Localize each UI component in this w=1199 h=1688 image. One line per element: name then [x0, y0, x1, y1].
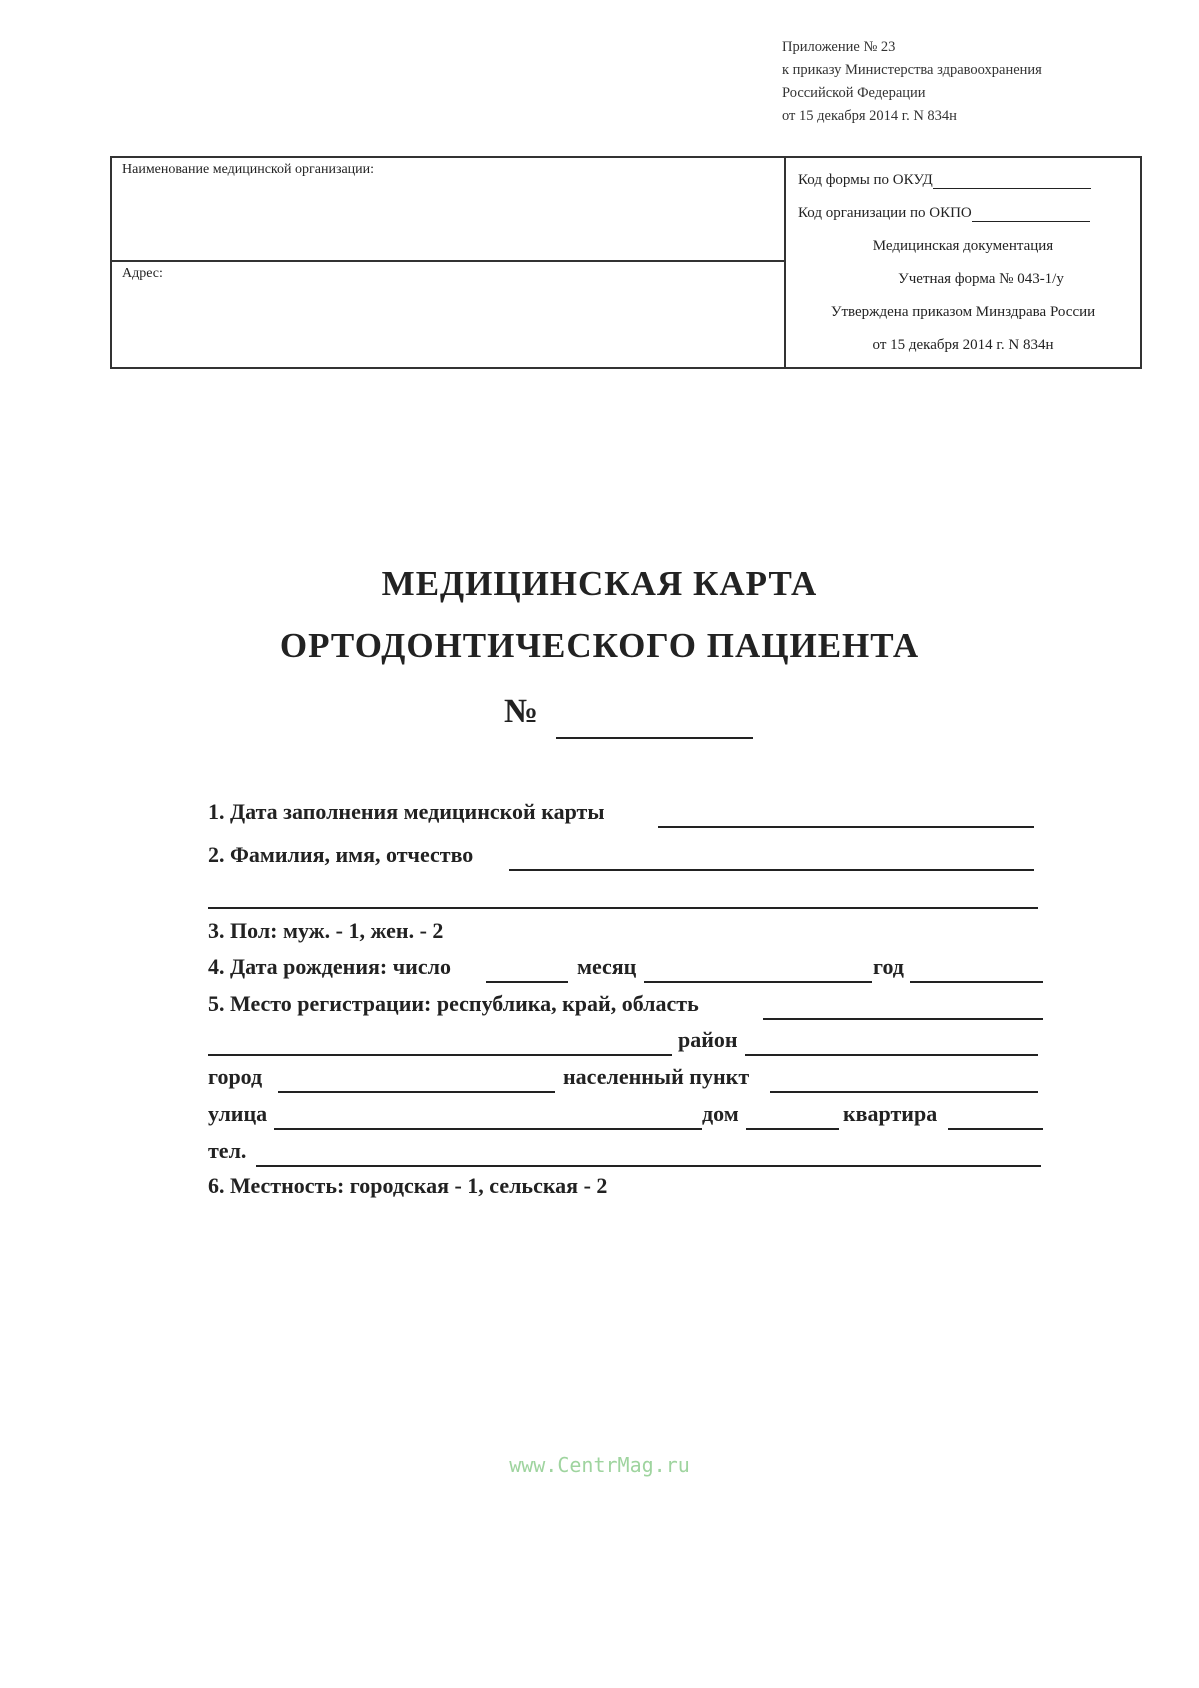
field-region-label: 5. Место регистрации: республика, край, область: [208, 991, 699, 1016]
field-birth-year-line[interactable]: [910, 981, 1043, 983]
address-cell[interactable]: [112, 262, 786, 367]
org-name-label: Наименование медицинской организации:: [122, 162, 375, 177]
field-house-line[interactable]: [746, 1128, 839, 1130]
org-name-cell[interactable]: [112, 158, 786, 262]
okpo-row[interactable]: [798, 205, 1090, 222]
field-phone-line[interactable]: [256, 1165, 1041, 1167]
appendix-line: от 15 декабря 2014 г. N 834н: [782, 108, 957, 124]
field-birth-day-line[interactable]: [486, 981, 568, 983]
appendix-note: [782, 36, 1042, 128]
field-apartment-line[interactable]: [948, 1128, 1043, 1130]
field-full-name-line-2[interactable]: [208, 907, 1038, 909]
card-number-field[interactable]: [556, 737, 753, 739]
med-doc-text: Медицинская документация: [872, 238, 1054, 254]
okud-row[interactable]: [798, 172, 1091, 189]
field-full-name-line[interactable]: [509, 869, 1034, 871]
field-birth-year-label: год: [873, 954, 904, 979]
field-birth-month-line[interactable]: [644, 981, 872, 983]
approved-date-text: от 15 декабря 2014 г. N 834н: [872, 337, 1054, 353]
okpo-line: [972, 220, 1090, 222]
okpo-label: Код организации по ОКПО: [798, 205, 972, 221]
form-codes-cell: [786, 158, 1140, 367]
form-number-text: Учетная форма № 043-1/у: [898, 271, 1064, 287]
field-street-line[interactable]: [274, 1128, 702, 1130]
appendix-line: Российской Федерации: [782, 85, 926, 101]
number-sign: №: [504, 693, 539, 730]
field-settlement-label: населенный пункт: [563, 1064, 750, 1089]
field-street-label: улица: [208, 1101, 268, 1126]
header-table: [110, 156, 1142, 369]
field-settlement-line[interactable]: [770, 1091, 1038, 1093]
field-full-name-label: 2. Фамилия, имя, отчество: [208, 842, 474, 867]
field-locality-label: 6. Местность: городская - 1, сельская - 2: [208, 1173, 608, 1198]
field-sex-label: 3. Пол: муж. - 1, жен. - 2: [208, 918, 444, 943]
appendix-line: Приложение № 23: [782, 39, 896, 55]
field-district-line[interactable]: [745, 1054, 1038, 1056]
field-fill-date-line[interactable]: [658, 826, 1034, 828]
field-city-label: город: [208, 1064, 263, 1089]
document-title-line2: ОРТОДОНТИЧЕСКОГО ПАЦИЕНТА: [279, 626, 920, 665]
field-region-line[interactable]: [763, 1018, 1043, 1020]
field-birth-month-label: месяц: [577, 954, 637, 979]
appendix-line: к приказу Министерства здравоохранения: [782, 62, 1042, 78]
field-phone-label: тел.: [208, 1138, 247, 1163]
field-apartment-label: квартира: [843, 1101, 938, 1126]
field-district-label: район: [678, 1027, 738, 1052]
field-birth-date-label: 4. Дата рождения: число: [208, 954, 451, 979]
okud-label: Код формы по ОКУД: [798, 172, 933, 188]
field-fill-date-label: 1. Дата заполнения медицинской карты: [208, 799, 605, 824]
field-house-label: дом: [702, 1101, 739, 1126]
approved-text: Утверждена приказом Минздрава России: [830, 304, 1096, 320]
document-title-line1: МЕДИЦИНСКАЯ КАРТА: [381, 564, 818, 603]
site-watermark: www.CentrMag.ru: [509, 1453, 690, 1477]
field-region-line-2[interactable]: [208, 1054, 672, 1056]
address-label: Адрес:: [122, 266, 163, 281]
field-city-line[interactable]: [278, 1091, 555, 1093]
okud-line: [933, 187, 1091, 189]
